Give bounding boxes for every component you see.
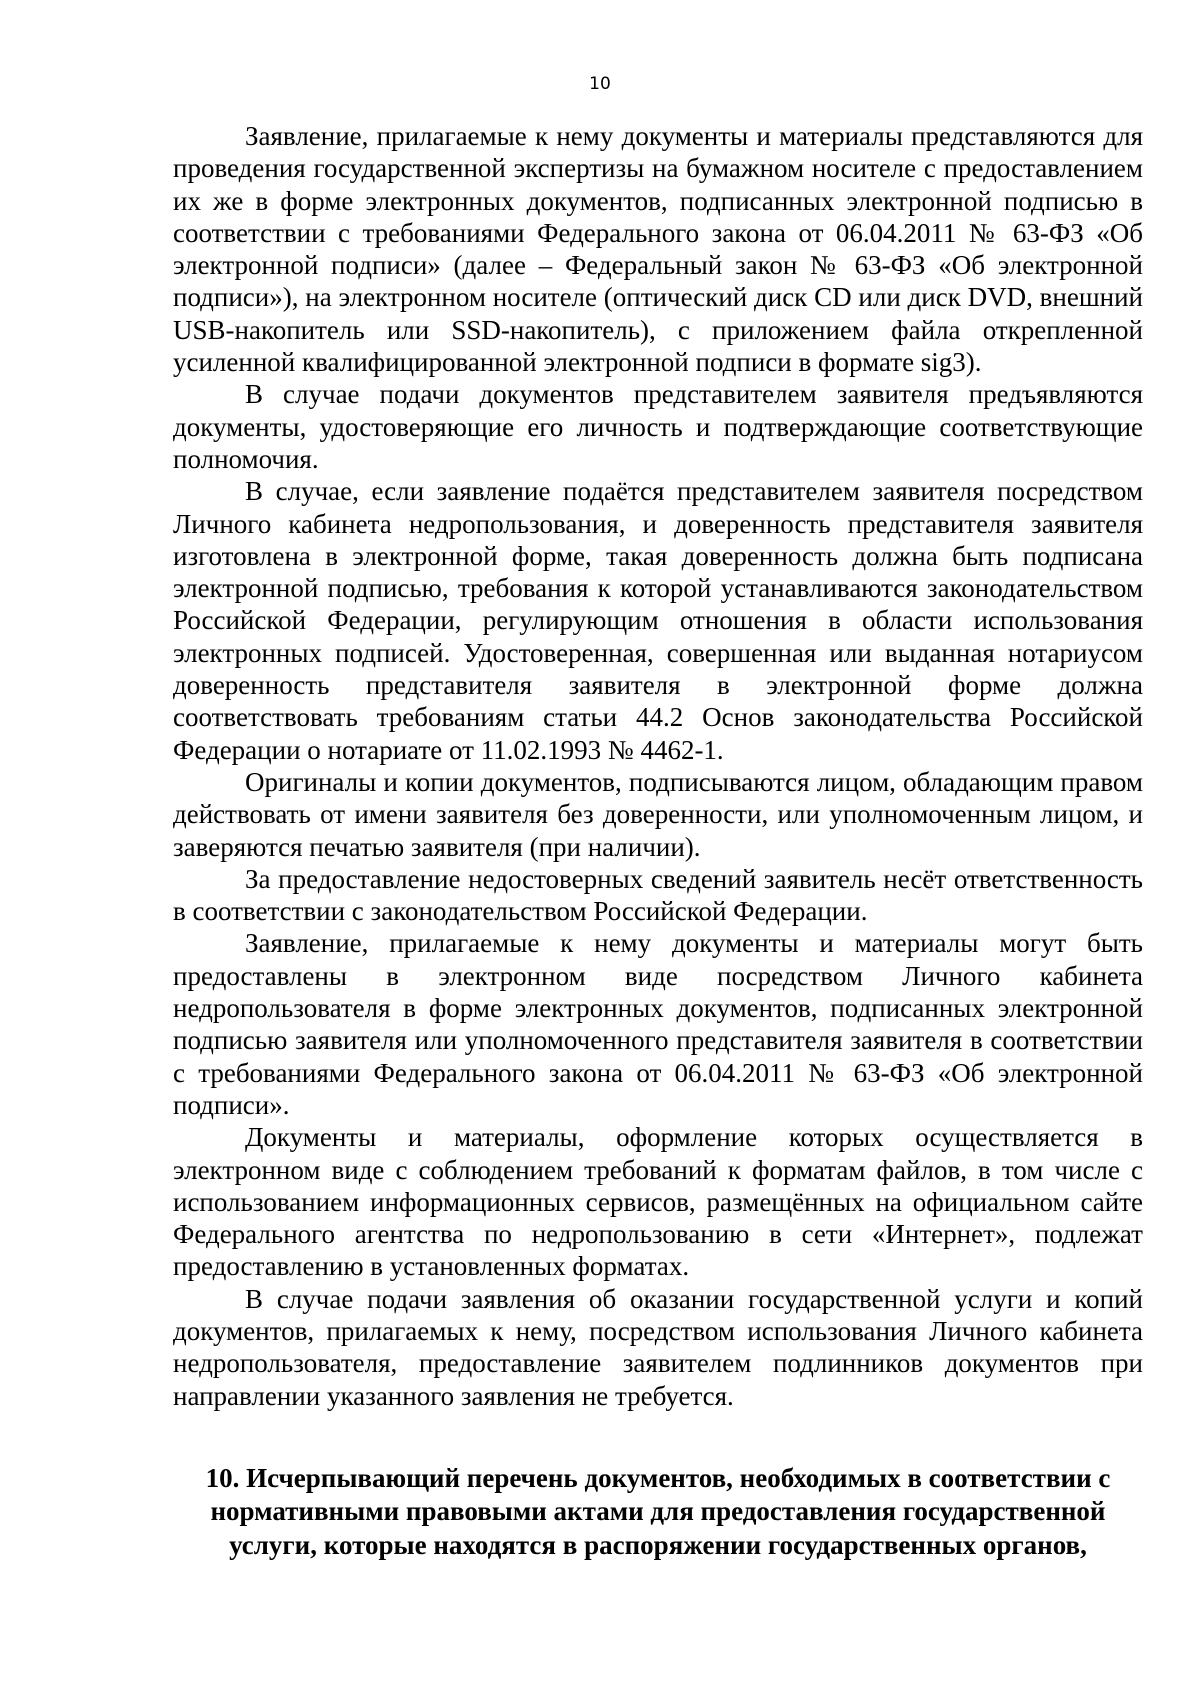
paragraph: В случае подачи заявления об оказании государственной услуги и копий документов, прилагаемых к нему, посредством использования Личного кабинета недропользователя, предоставление заявителем подлинников документов при направлении указанного заявления не требуется. <box>173 1283 1143 1411</box>
paragraph: В случае, если заявление подаётся представителем заявителя посредством Личного кабинета недропользования, и доверенность представителя заявителя изготовлена в электронной форме, такая доверенность должна быть подписана электронной подписью, требования к которой устанавливаются законодательством Российской Федерации, регулирующим отношения в области использования электронных подписей. Удостоверенная, совершенная или выданная нотариусом доверенность представителя заявителя в электронной форме должна соответствовать требованиям статьи 44.2 Основ законодательства Российской Федерации о нотариате от 11.02.1993 № 4462-1. <box>173 476 1143 765</box>
paragraph: В случае подачи документов представителем заявителя предъявляются документы, удостоверяющие его личность и подтверждающие соответствующие полномочия. <box>173 379 1143 474</box>
section-heading: 10. Исчерпывающий перечень документов, необходимых в соответствии с нормативными правовыми актами для предоставления государственной услуги, которые находятся в распоряжении государственных органов, <box>205 1462 1111 1560</box>
paragraph: Заявление, прилагаемые к нему документы и материалы могут быть предоставлены в электронном виде посредством Личного кабинета недропользователя в форме электронных документов, подписанных электронной подписью заявителя или уполномоченного представителя заявителя в соответствии с требованиями Федерального закона от 06.04.2011 № 63-ФЗ «Об электронной подписи». <box>173 928 1143 1120</box>
document-body <box>173 120 1143 1562</box>
paragraph: Заявление, прилагаемые к нему документы и материалы представляются для проведения государственной экспертизы на бумажном носителе с предоставлением их же в форме электронных документов, подписанных электронной подписью в соответствии с требованиями Федерального закона от 06.04.2011 № 63-ФЗ «Об электронной подписи» (далее – Федеральный закон № 63-ФЗ «Об электронной подписи»), на электронном носителе (оптический диск CD или диск DVD, внешний USB-накопитель или SSD-накопитель), с приложением файла открепленной усиленной квалифицированной электронной подписи в формате sig3). <box>173 121 1143 378</box>
paragraph: Документы и материалы, оформление которых осуществляется в электронном виде с соблюдением требований к форматам файлов, в том числе с использованием информационных сервисов, размещённых на официальном сайте Федерального агентства по недропользованию в сети «Интернет», подлежат предоставлению в установленных форматах. <box>173 1122 1143 1282</box>
paragraph: Оригиналы и копии документов, подписываются лицом, обладающим правом действовать от имени заявителя без доверенности, или уполномоченным лицом, и заверяются печатью заявителя (при наличии). <box>173 766 1143 862</box>
paragraph: За предоставление недостоверных сведений заявитель несёт ответственность в соответствии с законодательством Российской Федерации. <box>173 863 1143 927</box>
page-number: 10 <box>589 74 611 94</box>
